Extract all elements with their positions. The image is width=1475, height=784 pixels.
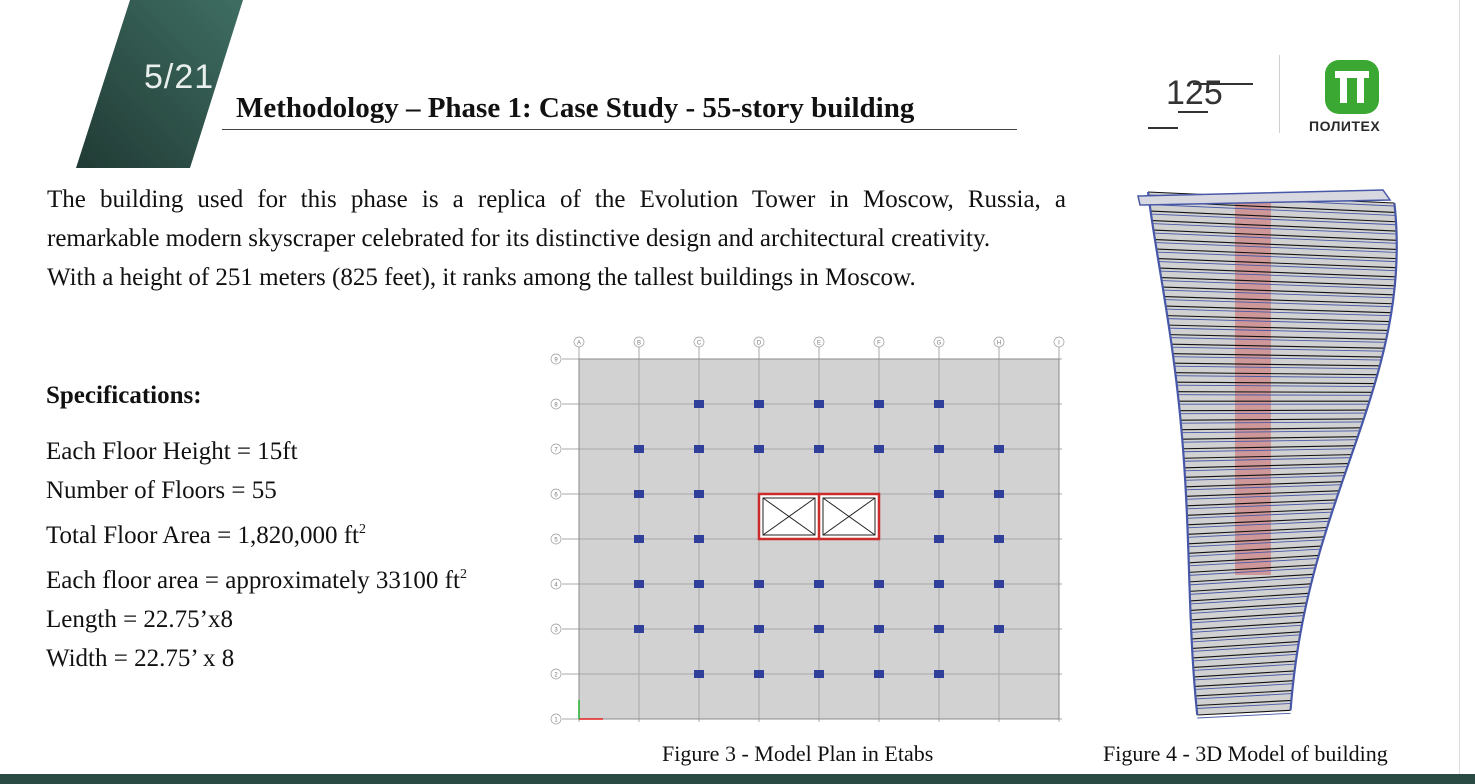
spec-item: Each floor area = approximately 33100 $ft^2$ (46, 567, 467, 594)
grid-label-y: 5 (554, 537, 558, 544)
column-marker (934, 670, 944, 678)
slide-number-band (0, 0, 260, 170)
intro-line-2: remarkable modern skyscraper celebrated for its distinctive design and architectural creativity. (47, 225, 991, 252)
grid-label-y: 2 (554, 672, 558, 679)
title-underline (222, 129, 1017, 130)
column-marker (814, 445, 824, 453)
column-marker (694, 580, 704, 588)
spec-item: Length = 22.75’x8 (46, 606, 233, 633)
floor-slab (1178, 392, 1373, 393)
grid-label-x: H (996, 340, 1002, 347)
grid-label-x: F (877, 340, 881, 347)
spec-item: Each Floor Height = 15ft (46, 438, 298, 465)
polytech-logo-text: ПОЛИТЕХ (1309, 118, 1381, 134)
column-marker (814, 580, 824, 588)
grid-label-x: E (816, 340, 822, 347)
column-marker (634, 580, 644, 588)
column-marker (694, 625, 704, 633)
column-marker (934, 580, 944, 588)
anniversary-logo (1148, 56, 1263, 136)
model-caption: Figure 4 - 3D Model of building (1103, 741, 1388, 766)
grid-label-y: 8 (554, 402, 558, 409)
column-marker (874, 445, 884, 453)
building-3d-model-figure (1128, 180, 1398, 725)
column-marker (994, 625, 1004, 633)
column-marker (934, 445, 944, 453)
column-marker (874, 670, 884, 678)
grid-label-x: C (696, 340, 702, 347)
grid-label-x: G (936, 340, 942, 347)
plan-caption: Figure 3 - Model Plan in Etabs (662, 741, 934, 766)
column-marker (694, 670, 704, 678)
column-marker (874, 580, 884, 588)
specifications-list (46, 432, 467, 678)
polytech-logo-icon (1325, 60, 1379, 114)
column-marker (754, 400, 764, 408)
column-marker (814, 625, 824, 633)
grid-label-y: 1 (554, 717, 558, 724)
grid-label-x: I (1058, 340, 1060, 347)
spec-item: Number of Floors = 55 (46, 477, 277, 504)
column-marker (814, 400, 824, 408)
column-marker (994, 490, 1004, 498)
bottom-bar (0, 774, 1475, 784)
column-marker (694, 445, 704, 453)
anniversary-mark-text: 125 (1166, 74, 1223, 112)
column-marker (934, 490, 944, 498)
slide-title: Methodology – Phase 1: Case Study - 55-story building (236, 92, 915, 124)
floor-slab (1180, 410, 1367, 411)
column-marker (634, 625, 644, 633)
column-marker (754, 445, 764, 453)
column-marker (994, 535, 1004, 543)
column-marker (934, 625, 944, 633)
grid-label-y: 6 (554, 492, 558, 499)
slide-edge (1459, 0, 1460, 774)
grid-label-y: 3 (554, 627, 558, 634)
column-marker (754, 625, 764, 633)
grid-label-x: D (756, 340, 762, 347)
column-marker (874, 400, 884, 408)
intro-line-3: With a height of 251 meters (825 feet), it ranks among the tallest buildings in Moscow. (47, 264, 916, 291)
column-marker (634, 535, 644, 543)
grid-label-y: 7 (554, 447, 558, 454)
column-marker (994, 580, 1004, 588)
column-marker (814, 670, 824, 678)
spec-item: Total Floor Area = 1,820,000 $ft^2$ (46, 522, 367, 549)
column-marker (754, 670, 764, 678)
grid-label-x: B (636, 340, 642, 347)
specifications-heading: Specifications: (46, 382, 202, 409)
slide-number: 5/21 (144, 58, 215, 96)
column-marker (874, 625, 884, 633)
column-marker (634, 445, 644, 453)
column-marker (694, 400, 704, 408)
spec-item: Width = 22.75’ x 8 (46, 645, 235, 672)
column-marker (694, 490, 704, 498)
column-marker (694, 535, 704, 543)
column-marker (994, 445, 1004, 453)
model-plan-figure (548, 334, 1068, 726)
grid-label-y: 4 (554, 582, 558, 589)
grid-label-x: A (576, 340, 582, 347)
intro-paragraph (47, 180, 1066, 297)
grid-label-y: 9 (554, 357, 558, 364)
intro-line-1: The building used for this phase is a replica of the Evolution Tower in Moscow, Russia, a (47, 186, 1066, 213)
logo-divider (1279, 55, 1280, 133)
column-marker (754, 580, 764, 588)
column-marker (634, 490, 644, 498)
column-marker (934, 400, 944, 408)
column-marker (934, 535, 944, 543)
